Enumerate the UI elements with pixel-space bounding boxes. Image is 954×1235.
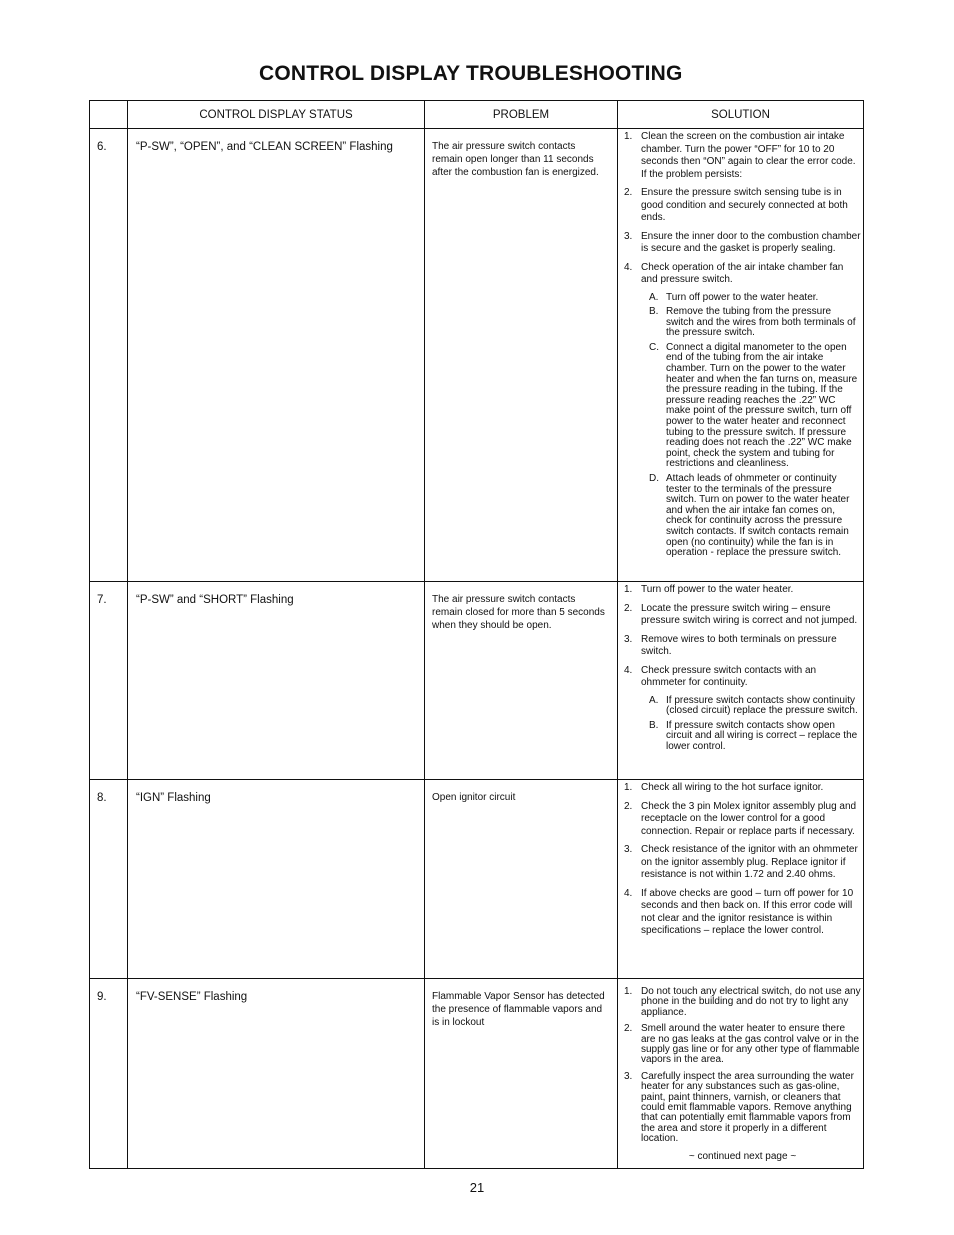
row-solution bbox=[618, 979, 864, 1169]
table-header-row bbox=[90, 101, 864, 129]
continued-note: ~ continued next page ~ bbox=[688, 1150, 797, 1162]
solution-substep: A. If pressure switch contacts show continuity (closed circuit) replace the pressure switch. bbox=[649, 694, 858, 717]
row-number: 6. bbox=[90, 129, 128, 582]
solution-substep: B. If pressure switch contacts show open circuit and all wiring is correct – replace the lower control. bbox=[649, 719, 858, 752]
row-status: “IGN” Flashing bbox=[128, 780, 425, 979]
solution-step: 4. Check pressure switch contacts with an ohmmeter for continuity. A. If pressure switch contacts show continuity (closed circuit) replace the pressure switch. B. If pressure switch contacts show open circuit and all wiring is correct – replace the lower control. bbox=[624, 665, 861, 753]
table-row bbox=[90, 129, 864, 582]
row-solution bbox=[618, 780, 864, 979]
solution-step: 2. Ensure the pressure switch sensing tube is in good condition and securely connected at both ends. bbox=[624, 187, 848, 223]
solution-step: 1. Clean the screen on the combustion air intake chamber. Turn the power “OFF” for 10 to 20 seconds then “ON” again to clear the error code. If the problem persists: bbox=[624, 131, 856, 180]
row-number: 9. bbox=[90, 979, 128, 1169]
row-problem: The air pressure switch contacts remain open longer than 11 seconds after the combustion fan is energized. bbox=[425, 129, 618, 582]
solution-step: 2. Check the 3 pin Molex ignitor assembly plug and receptacle on the lower control for a good connection. Repair or replace parts if necessary. bbox=[624, 800, 857, 837]
header-status: CONTROL DISPLAY STATUS bbox=[128, 101, 425, 129]
table-row bbox=[90, 780, 864, 979]
solution-step: 3. Check resistance of the ignitor with an ohmmeter on the ignitor assembly plug. Replace ignitor if resistance is not within 1.72 and 2.40 ohms. bbox=[624, 844, 858, 880]
row-status: “P-SW”, “OPEN”, and “CLEAN SCREEN” Flashing bbox=[128, 129, 425, 582]
row-solution bbox=[618, 129, 864, 582]
table-row bbox=[90, 582, 864, 780]
solution-step: 1. Check all wiring to the hot surface ignitor. bbox=[624, 782, 824, 793]
row-problem: The air pressure switch contacts remain closed for more than 5 seconds when they should be open. bbox=[425, 582, 618, 780]
solution-substep: A. Turn off power to the water heater. bbox=[649, 291, 819, 303]
solution-step: 3. Ensure the inner door to the combustion chamber is secure and the gasket is properly sealing. bbox=[624, 230, 861, 254]
row-number: 7. bbox=[90, 582, 128, 780]
row-problem: Flammable Vapor Sensor has detected the presence of flammable vapors and is in lockout bbox=[425, 979, 618, 1169]
header-solution: SOLUTION bbox=[618, 101, 864, 129]
solution-step: 3. Remove wires to both terminals on pressure switch. bbox=[624, 633, 837, 657]
header-number bbox=[90, 101, 128, 129]
row-solution bbox=[618, 582, 864, 780]
table-row bbox=[90, 979, 864, 1169]
solution-substep: D. Attach leads of ohmmeter or continuity tester to the terminals of the pressure switch. Turn on power to the water heater and when the air intake fan comes on, check for continuity across the pressure switch contacts. If switch contacts remain open (no continuity) while the fan is in operation - replace the pressure switch. bbox=[649, 473, 850, 559]
solution-step: 4. If above checks are good – turn off power for 10 seconds and then back on. If this error code will not clear and the ignitor resistance is within specifications – replace the lower control. bbox=[624, 887, 854, 936]
solution-step: 1. Turn off power to the water heater. bbox=[624, 584, 794, 595]
row-status: “FV-SENSE” Flashing bbox=[128, 979, 425, 1169]
solution-step: 1. Do not touch any electrical switch, do not use any phone in the building and do not try to light any appliance. bbox=[624, 986, 861, 1018]
solution-step: 3. Carefully inspect the area surrounding the water heater for any substances such as gas-oline, paint, paint thinners, varnish, or cleaners that could emit flammable vapors. Remove anything that can potentially emit flammable vapors from the area and store it properly in a different location. bbox=[624, 1070, 854, 1145]
solution-step: 2. Smell around the water heater to ensure there are no gas leaks at the gas control valve or in the supply gas line or for any other type of flammable vapors in the area. bbox=[624, 1023, 860, 1066]
header-problem: PROBLEM bbox=[425, 101, 618, 129]
row-problem: Open ignitor circuit bbox=[425, 780, 618, 979]
row-status: “P-SW” and “SHORT” Flashing bbox=[128, 582, 425, 780]
solution-step: 2. Locate the pressure switch wiring – ensure pressure switch wiring is correct and not jumped. bbox=[624, 602, 858, 626]
solution-substep: C. Connect a digital manometer to the open end of the tubing from the air intake chamber. Turn on the power to the water heater and when the fan turns on, measure the pressure reading in the tubing. If the pressure reading reaches the .22” WC make point of the pressure switch, turn off power to the water heater and reconnect tubing to the pressure switch. If pressure reading does not reach the .22” WC make point, check the system and tubing for restrictions and cleanliness. bbox=[649, 341, 858, 470]
page-number: 21 bbox=[469, 1180, 485, 1195]
troubleshooting-table bbox=[89, 100, 864, 1169]
solution-step: 4. Check operation of the air intake chamber fan and pressure switch. A. Turn off power to the water heater. B. Remove the tubing from the pressure switch and the wires from both terminals of the pressure switch. C. Connect a digital manometer to the open end of the tubing from the air intake chamber. Turn on the power to the water heater and when the fan turns on, measure the pressure reading in the tubing. If the pressure reading reaches the .22” WC make point of the pressure switch, turn off power to the water heater and reconnect tubing to the pressure switch. If pressure reading does not reach the .22” WC make point, check the system and tubing for restrictions and cleanliness. D. Attach leads of ohmmeter or continuity tester to the terminals of the pressure switch. Turn on power to the water heater and when the air intake fan comes on, check for continuity across the pressure switch contacts. If switch contacts remain open (no continuity) while the fan is in operation - replace the pressure switch. bbox=[624, 262, 861, 559]
page-title: CONTROL DISPLAY TROUBLESHOOTING bbox=[259, 62, 683, 85]
solution-substep: B. Remove the tubing from the pressure switch and the wires from both terminals of the pressure switch. bbox=[649, 306, 856, 339]
row-number: 8. bbox=[90, 780, 128, 979]
